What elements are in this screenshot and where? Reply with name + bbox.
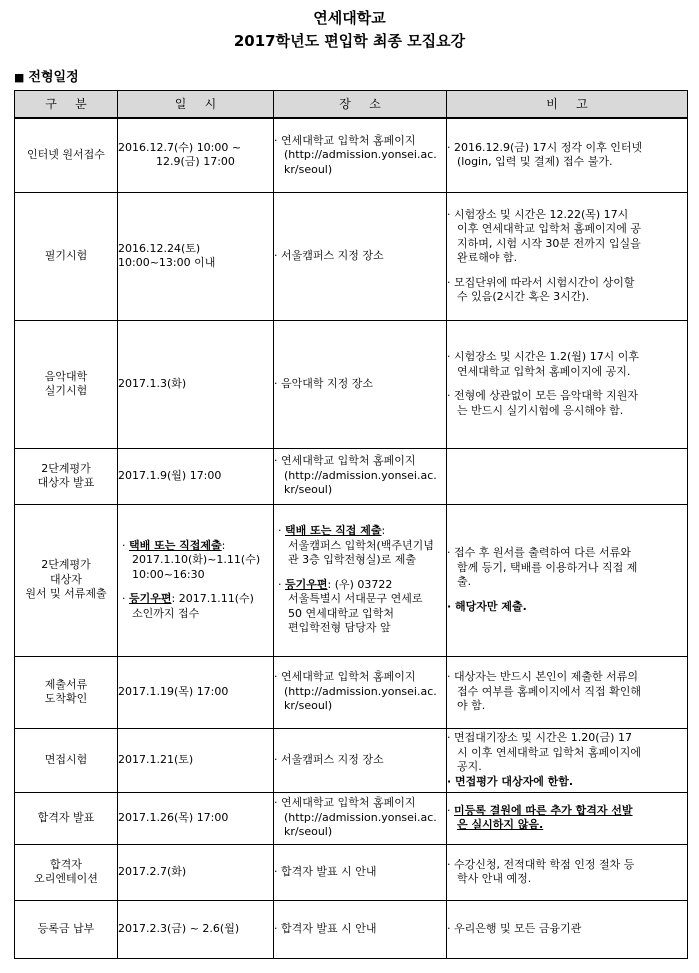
header-note: 비 고: [447, 91, 688, 119]
cell-datetime: 2017.1.9(월) 17:00: [118, 448, 274, 504]
cell-place: · 연세대학교 입학처 홈페이지 (http://admission.yonsei.ac. kr/seoul): [274, 792, 447, 844]
table-row: [15, 728, 688, 792]
document-subtitle: 2017학년도 편입학 최종 모집요강: [233, 32, 466, 50]
cell-place: · 서울캠퍼스 지정 장소: [274, 728, 447, 792]
document-title: 연세대학교: [313, 9, 386, 27]
cell-note: · 시험장소 및 시간은 12.22(목) 17시 이후 연세대학교 입학처 홈페이지에 공 지하며, 시험 시작 30분 전까지 입실을 완료해야 함. · 모집단위에 따라서 시험시간이 상이할 수 있음(2시간 혹은 3시간).: [447, 192, 688, 320]
cell-category: 제출서류 도착확인: [15, 656, 118, 728]
table-row: [15, 504, 688, 656]
section-marker: ■: [14, 71, 25, 84]
cell-datetime: 2017.1.21(토): [118, 728, 274, 792]
table-header-row: [15, 91, 688, 119]
cell-category: 2단계평가 대상자 원서 및 서류제출: [15, 504, 118, 656]
cell-category: 면접시험: [15, 728, 118, 792]
cell-category: 2단계평가 대상자 발표: [15, 448, 118, 504]
cell-place: · 서울캠퍼스 지정 장소: [274, 192, 447, 320]
cell-datetime: · 택배 또는 직접제출: 2017.1.10(화)~1.11(수) 10:00~16:30 · 등기우편: 2017.1.11(수) 소인까지 접수: [118, 504, 274, 656]
table-row: [15, 900, 688, 958]
cell-datetime: 2017.2.7(화): [118, 844, 274, 900]
cell-category: 인터넷 원서접수: [15, 118, 118, 192]
header-category: 구 분: [15, 91, 118, 119]
section-heading: [14, 70, 79, 86]
schedule-table: [14, 90, 688, 959]
cell-place: · 연세대학교 입학처 홈페이지 (http://admission.yonsei.ac. kr/seoul): [274, 118, 447, 192]
cell-category: 음악대학 실기시험: [15, 320, 118, 448]
header-datetime: 일 시: [118, 91, 274, 119]
table-row: [15, 844, 688, 900]
cell-note: · 시험장소 및 시간은 1.2(월) 17시 이후 연세대학교 입학처 홈페이지에 공지. · 전형에 상관없이 모든 음악대학 지원자 는 반드시 실기시험에 응시해야 함.: [447, 320, 688, 448]
header-place: 장 소: [274, 91, 447, 119]
cell-note: · 우리은행 및 모든 금융기관: [447, 900, 688, 958]
cell-place: · 연세대학교 입학처 홈페이지 (http://admission.yonsei.ac. kr/seoul): [274, 448, 447, 504]
cell-note: · 대상자는 반드시 본인이 제출한 서류의 접수 여부를 홈페이지에서 직접 확인해 야 함.: [447, 656, 688, 728]
cell-datetime: 2017.2.3(금) ~ 2.6(월): [118, 900, 274, 958]
cell-datetime: 2017.1.26(목) 17:00: [118, 792, 274, 844]
table-row: [15, 118, 688, 192]
table-row: [15, 656, 688, 728]
cell-place: · 연세대학교 입학처 홈페이지 (http://admission.yonsei.ac. kr/seoul): [274, 656, 447, 728]
table-row: [15, 320, 688, 448]
table-row: [15, 792, 688, 844]
cell-category: 합격자 오리엔테이션: [15, 844, 118, 900]
cell-place: · 음악대학 지정 장소: [274, 320, 447, 448]
cell-note: · 접수 후 원서를 출력하여 다른 서류와 함께 등기, 택배를 이용하거나 직접 제 출. · 해당자만 제출.: [447, 504, 688, 656]
cell-note: · 면접대기장소 및 시간은 1.20(금) 17 시 이후 연세대학교 입학처 홈페이지에 공지. · 면접평가 대상자에 한함.: [447, 728, 688, 792]
cell-datetime: 2016.12.7(수) 10:00 ~ 12.9(금) 17:00: [118, 118, 274, 192]
table-row: [15, 448, 688, 504]
section-title: 전형일정: [28, 70, 79, 85]
cell-note: [447, 448, 688, 504]
cell-datetime: 2017.1.19(목) 17:00: [118, 656, 274, 728]
cell-note: · 2016.12.9(금) 17시 정각 이후 인터넷 (login, 입력 및 결제) 접수 불가.: [447, 118, 688, 192]
cell-category: 합격자 발표: [15, 792, 118, 844]
cell-place: · 합격자 발표 시 안내: [274, 844, 447, 900]
cell-datetime: 2017.1.3(화): [118, 320, 274, 448]
cell-place: · 택배 또는 직접 제출: 서울캠퍼스 입학처(백주년기념 관 3층 입학전형실)로 제출 · 등기우편: (우) 03722 서울특별시 서대문구 연세로 50 연세대학교 입학처 편입학전형 담당자 앞: [274, 504, 447, 656]
cell-place: · 합격자 발표 시 안내: [274, 900, 447, 958]
cell-datetime: 2016.12.24(토) 10:00~13:00 이내: [118, 192, 274, 320]
cell-note: · 수강신청, 전적대학 학점 인정 절차 등 학사 안내 예정.: [447, 844, 688, 900]
table-row: [15, 192, 688, 320]
cell-note: · 미등록 결원에 따른 추가 합격자 선발 은 실시하지 않음.: [447, 792, 688, 844]
cell-category: 필기시험: [15, 192, 118, 320]
cell-category: 등록금 납부: [15, 900, 118, 958]
